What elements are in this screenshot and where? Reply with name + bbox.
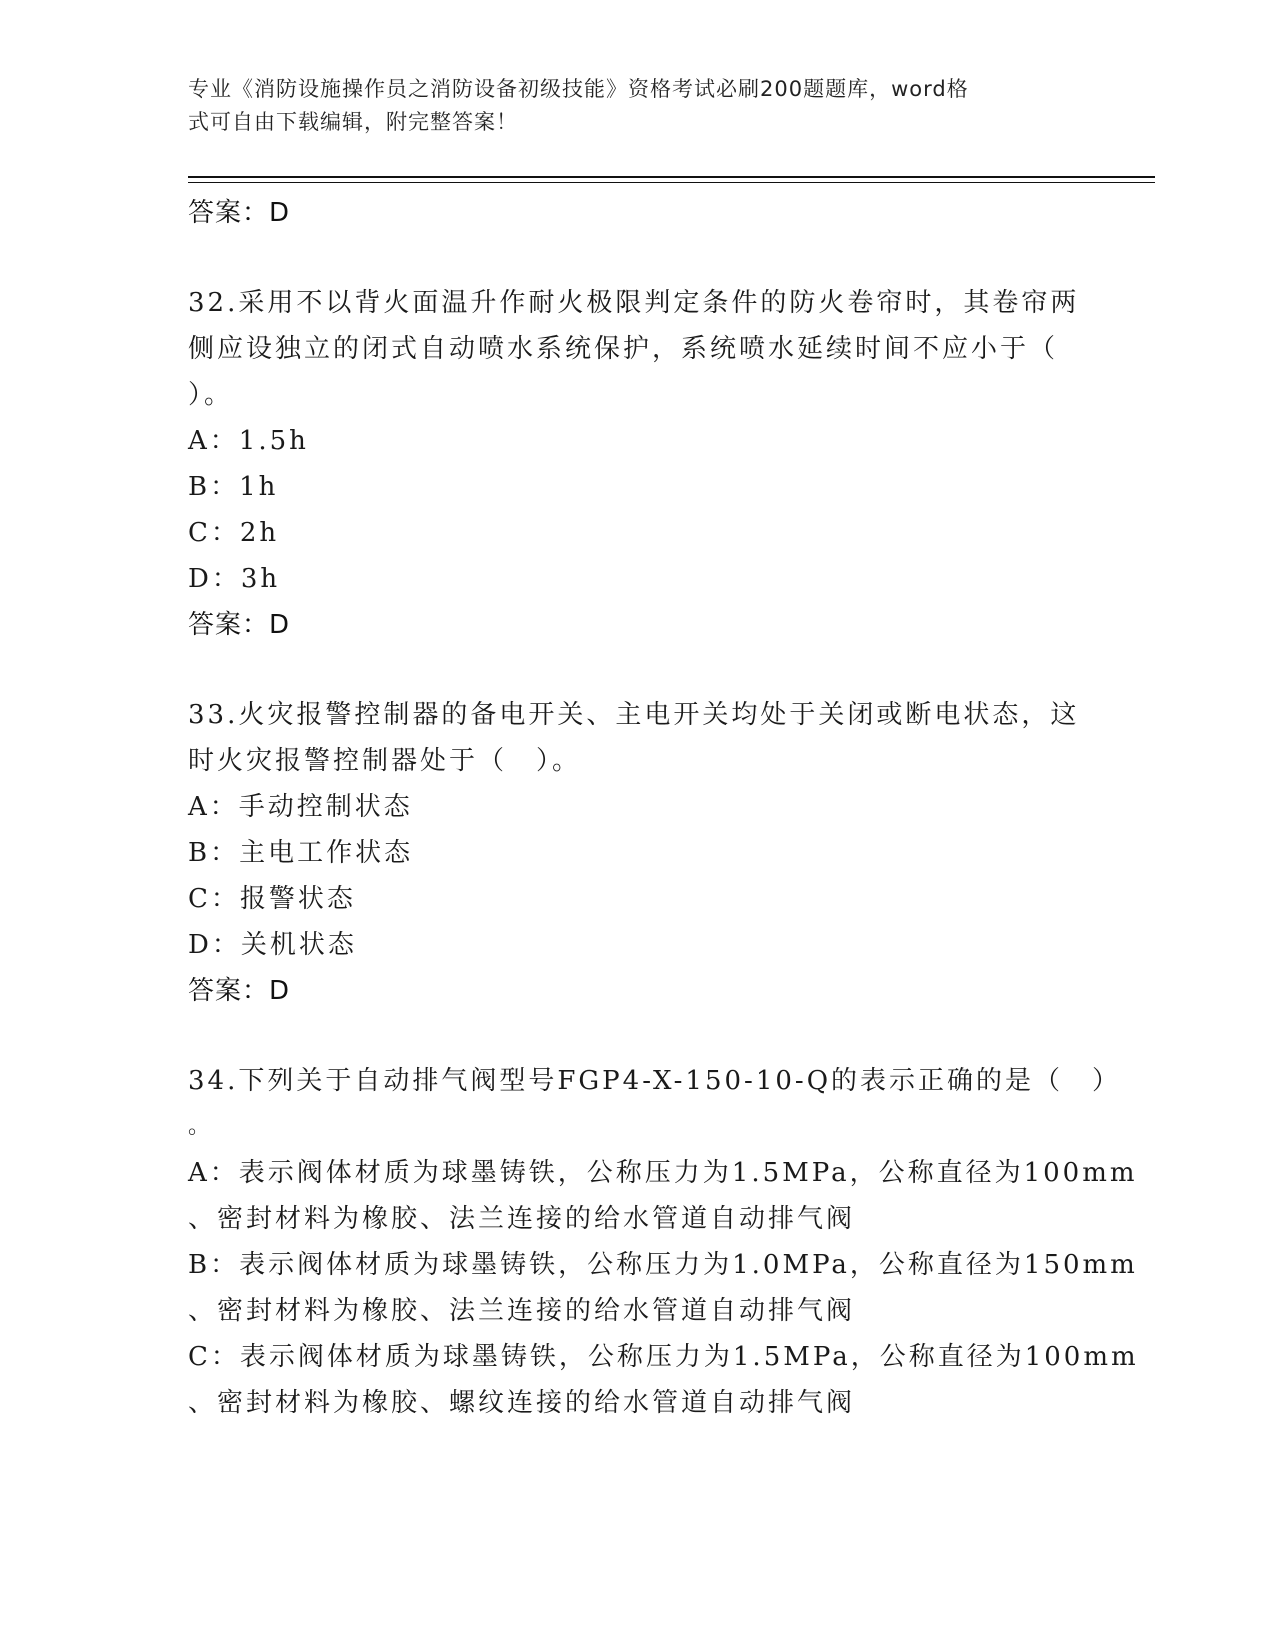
option-a-line-2: 、密封材料为橡胶、法兰连接的给水管道自动排气阀: [188, 1204, 856, 1234]
spacer: [188, 236, 1088, 280]
option-d: D：关机状态: [188, 930, 357, 960]
spacer: [188, 1014, 1088, 1058]
option-a: A：手动控制状态: [188, 792, 413, 822]
question-stem-line: 时火灾报警控制器处于（ ）。: [188, 746, 582, 776]
answer-q32: 答案：D: [188, 610, 291, 640]
header-divider: [188, 176, 1155, 178]
page-header: [188, 73, 1068, 139]
option-c-line-1: C：表示阀体材质为球墨铸铁，公称压力为1.5MPa，公称直径为100mm: [188, 1342, 1139, 1372]
question-33: [188, 692, 1088, 1014]
header-line-1: 专业《消防设施操作员之消防设备初级技能》资格考试必刷200题题库，word格: [188, 77, 969, 101]
question-content: [188, 190, 1139, 1426]
question-stem-line: 34.下列关于自动排气阀型号FGP4-X-150-10-Q的表示正确的是（ ）: [188, 1066, 1122, 1096]
option-a: A：1.5h: [188, 426, 309, 456]
question-stem-line: 32.采用不以背火面温升作耐火极限判定条件的防火卷帘时，其卷帘两: [188, 288, 1080, 318]
option-b-line-1: B：表示阀体材质为球墨铸铁，公称压力为1.0MPa，公称直径为150mm: [188, 1250, 1138, 1280]
header-line-2: 式可自由下载编辑，附完整答案！: [188, 110, 518, 134]
option-c: C：报警状态: [188, 884, 356, 914]
option-b: B：1h: [188, 472, 279, 502]
question-stem-line: ）。: [188, 380, 234, 410]
answer-q33: 答案：D: [188, 976, 291, 1006]
question-stem-line: 。: [188, 1114, 214, 1139]
question-34: [188, 1058, 1139, 1426]
option-c: C：2h: [188, 518, 280, 548]
question-stem-line: 侧应设独立的闭式自动喷水系统保护，系统喷水延续时间不应小于（: [188, 334, 1059, 364]
option-b: B：主电工作状态: [188, 838, 414, 868]
spacer: [188, 648, 1088, 692]
option-a-line-1: A：表示阀体材质为球墨铸铁，公称压力为1.5MPa，公称直径为100mm: [188, 1158, 1138, 1188]
question-stem-line: 33.火灾报警控制器的备电开关、主电开关均处于关闭或断电状态，这: [188, 700, 1080, 730]
option-b-line-2: 、密封材料为橡胶、法兰连接的给水管道自动排气阀: [188, 1296, 856, 1326]
answer-q31: 答案：D: [188, 198, 291, 228]
question-32: [188, 280, 1088, 648]
header-divider-thin: [188, 182, 1155, 183]
option-d: D：3h: [188, 564, 281, 594]
option-c-line-2: 、密封材料为橡胶、螺纹连接的给水管道自动排气阀: [188, 1388, 856, 1418]
